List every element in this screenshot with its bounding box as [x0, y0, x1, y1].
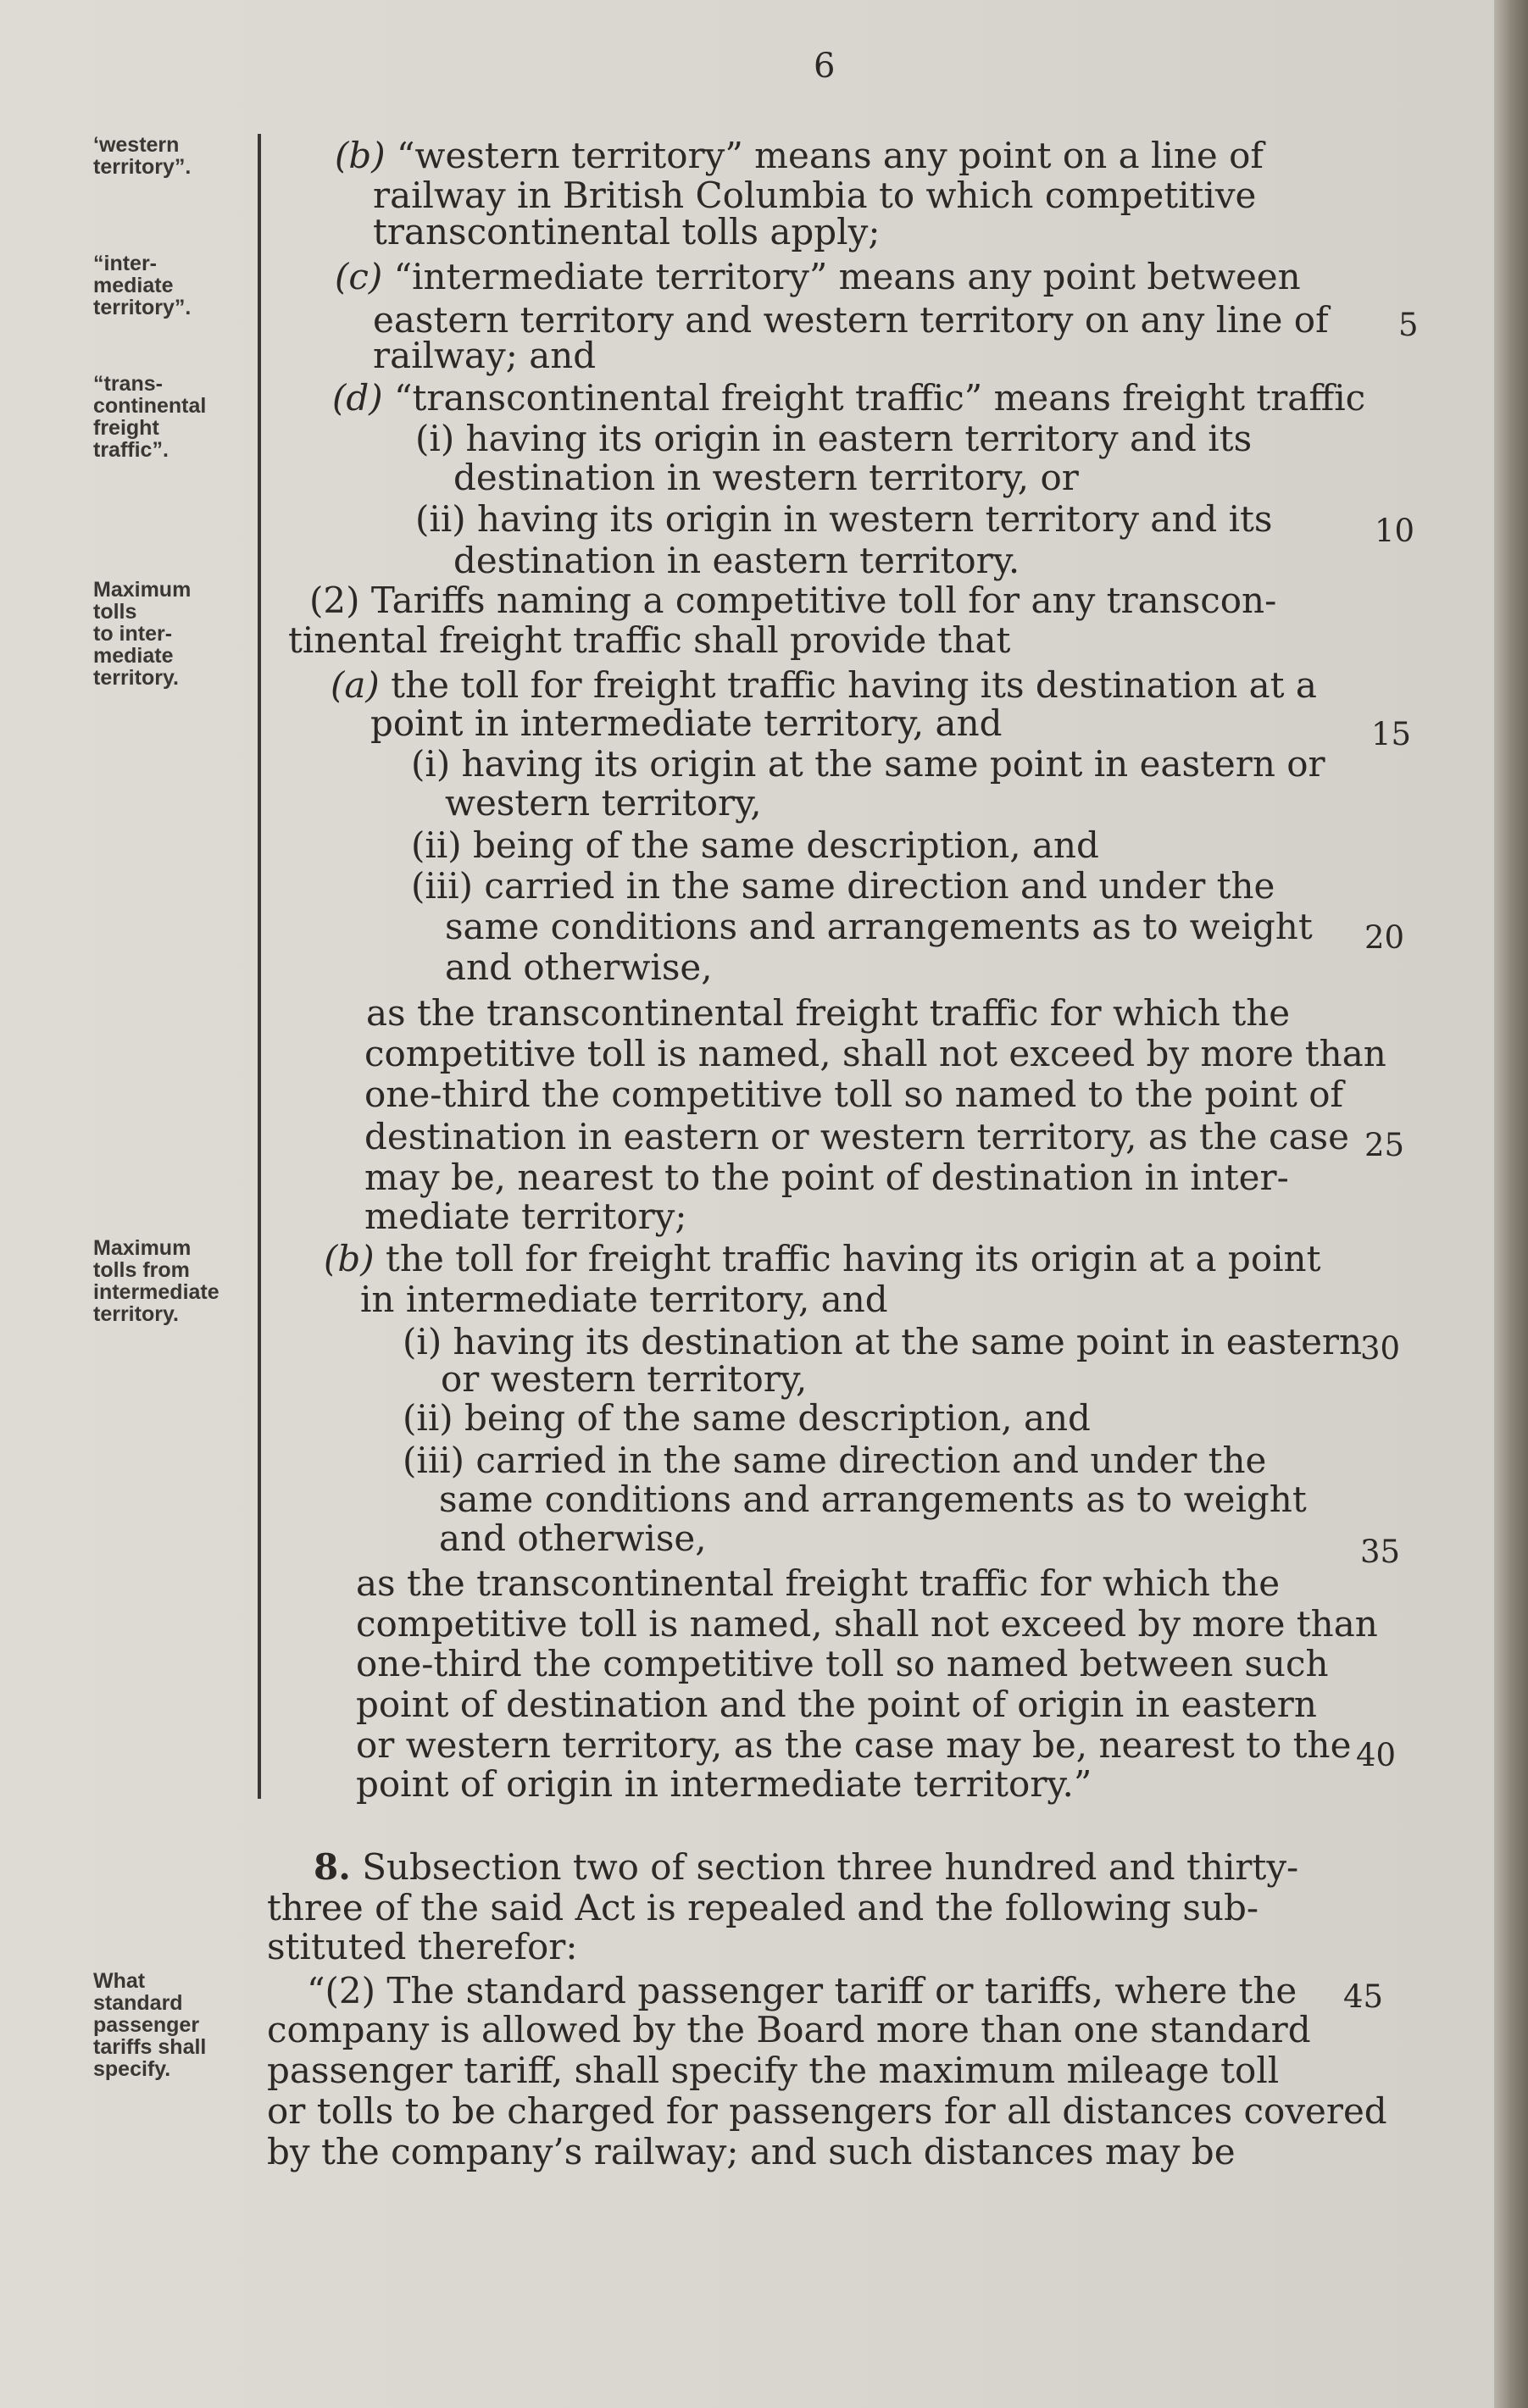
text-line: (b) “western territory” means any point on a line of: [335, 135, 1264, 176]
text-line: and otherwise,: [439, 1517, 707, 1559]
section-number: 8.: [314, 1846, 351, 1888]
line-number: 5: [1398, 307, 1419, 343]
text-line: (i) having its destination at the same point in eastern: [403, 1321, 1363, 1362]
text-line: or tolls to be charged for passengers for all distances covered: [267, 2090, 1387, 2132]
text-line: one-third the competitive toll so named between such: [356, 1643, 1329, 1684]
text-line: competitive toll is named, shall not exceed by more than: [364, 1033, 1386, 1074]
text-line: point of destination and the point of origin in eastern: [356, 1684, 1317, 1725]
text-line: mediate territory;: [364, 1196, 687, 1237]
clause-label-b: (b): [335, 135, 386, 176]
text-line: one-third the competitive toll so named to the point of: [364, 1074, 1344, 1115]
margin-note-transcontinental-freight: “trans- continental freight traffic”.: [93, 372, 207, 462]
text-line: (2) Tariffs naming a competitive toll for any transcon-: [309, 580, 1277, 621]
text-line: three of the said Act is repealed and the following sub-: [267, 1887, 1259, 1928]
text-line: point of origin in intermediate territory.”: [356, 1763, 1092, 1805]
clause-label-b-second: (b): [324, 1238, 375, 1279]
page-number: 6: [814, 47, 836, 86]
text-line: western territory,: [445, 782, 762, 824]
text-line: (b) the toll for freight traffic having its origin at a point: [324, 1238, 1321, 1279]
text-line: (i) having its origin in eastern territory and its: [415, 418, 1253, 459]
line-number: 15: [1371, 716, 1412, 752]
text-line: destination in eastern or western territory, as the case: [364, 1116, 1349, 1157]
margin-note-western-territory: ‘western territory”.: [93, 133, 192, 179]
text-line: (d) “transcontinental freight traffic” means freight traffic: [332, 377, 1366, 419]
text-line: destination in eastern territory.: [453, 540, 1020, 581]
text-line: transcontinental tolls apply;: [373, 211, 881, 252]
margin-rule: [258, 134, 261, 1799]
text-line: as the transcontinental freight traffic for which the: [356, 1562, 1281, 1604]
text-line: eastern territory and western territory on any line of: [373, 299, 1329, 341]
text-line: may be, nearest to the point of destination in inter-: [364, 1157, 1289, 1198]
text-line: destination in western territory, or: [453, 457, 1079, 498]
text-line: competitive toll is named, shall not exceed by more than: [356, 1603, 1378, 1645]
text-line: “(2) The standard passenger tariff or tariffs, where the: [307, 1970, 1297, 2011]
text-line: (ii) being of the same description, and: [411, 824, 1099, 866]
margin-note-intermediate-territory: “inter- mediate territory”.: [93, 252, 192, 319]
text-line: (iii) carried in the same direction and under the: [411, 865, 1275, 907]
text-line: (iii) carried in the same direction and under the: [403, 1440, 1267, 1481]
line-number: 35: [1360, 1534, 1401, 1570]
text-line: point in intermediate territory, and: [370, 702, 1003, 744]
clause-label-c: (c): [335, 256, 383, 297]
text-line: same conditions and arrangements as to weight: [445, 906, 1313, 947]
margin-note-max-tolls-from-intermediate: Maximum tolls from intermediate territory.: [93, 1236, 219, 1326]
text-line: as the transcontinental freight traffic for which the: [366, 992, 1291, 1034]
line-number: 40: [1356, 1737, 1397, 1773]
clause-label-a: (a): [331, 664, 380, 706]
line-number: 45: [1343, 1978, 1384, 2015]
text-line: (ii) having its origin in western territory and its: [415, 498, 1273, 540]
text-line: stituted therefor:: [267, 1926, 578, 1967]
line-number: 10: [1375, 513, 1415, 549]
text-line: tinental freight traffic shall provide that: [288, 619, 1011, 661]
margin-note-max-tolls-to-intermediate: Maximum tolls to inter- mediate territory.: [93, 578, 192, 690]
text-line: (i) having its origin at the same point in eastern or: [411, 743, 1325, 785]
text-line: 8. Subsection two of section three hundred and thirty-: [314, 1846, 1299, 1888]
text-line: by the company’s railway; and such distances may be: [267, 2131, 1236, 2172]
text-line: railway; and: [373, 335, 597, 376]
text-line: and otherwise,: [445, 946, 713, 988]
text-line: or western territory,: [441, 1358, 808, 1400]
text-line: in intermediate territory, and: [360, 1279, 888, 1320]
text-line: (c) “intermediate territory” means any point between: [335, 256, 1301, 297]
clause-label-d: (d): [332, 377, 383, 419]
text-line: or western territory, as the case may be, nearest to the: [356, 1724, 1352, 1766]
text-line: passenger tariff, shall specify the maximum mileage toll: [267, 2050, 1280, 2091]
text-line: (ii) being of the same description, and: [403, 1397, 1091, 1439]
book-binding-edge: [1494, 0, 1528, 2408]
text-line: company is allowed by the Board more than one standard: [267, 2009, 1311, 2050]
text-line: same conditions and arrangements as to weight: [439, 1479, 1307, 1520]
text-line: (a) the toll for freight traffic having its destination at a: [331, 664, 1317, 706]
margin-note-standard-passenger-tariffs: What standard passenger tariffs shall specify.: [93, 1969, 207, 2081]
line-number: 25: [1364, 1127, 1405, 1163]
line-number: 20: [1364, 919, 1405, 956]
text-line: railway in British Columbia to which competitive: [373, 175, 1257, 216]
line-number: 30: [1360, 1330, 1401, 1367]
